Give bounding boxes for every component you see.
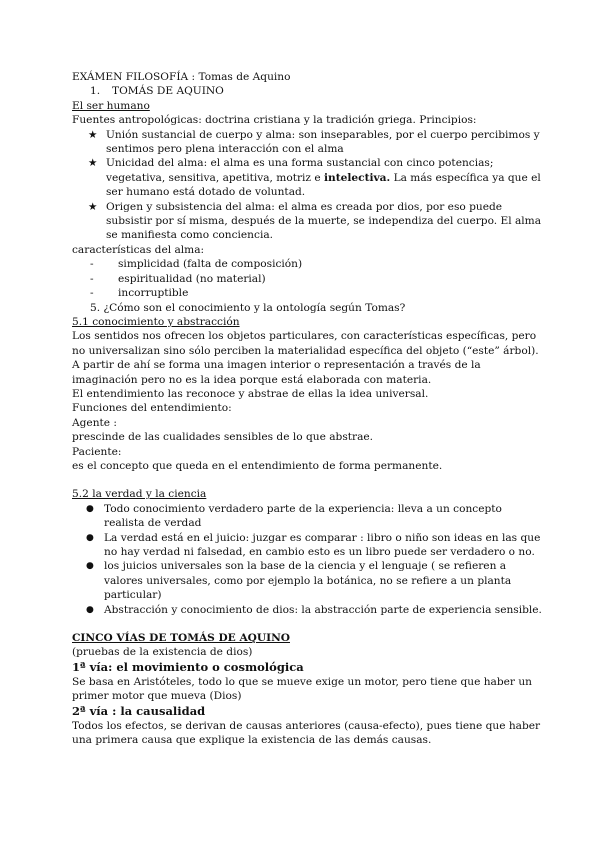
subheading-5-1: 5.1 conocimiento y abstracción <box>72 315 240 328</box>
caract-heading: características del alma: <box>72 243 205 256</box>
star-bullet-icon: ★ <box>88 128 98 141</box>
subheading-ser-humano: El ser humano <box>72 99 150 112</box>
intro-text: Fuentes antropológicas: doctrina cristiana y la tradición griega. Principios: <box>72 114 477 127</box>
list-item-text: Origen y subsistencia del alma: el alma es creada por dios, por eso puede subsistir por sí misma, después de la muerte, se independiza del cuerpo. El alma se manifiesta como conciencia. <box>106 200 542 242</box>
funciones-heading: Funciones del entendimiento: <box>72 402 232 415</box>
question-5: 5. ¿Cómo son el conocimiento y la ontología según Tomas? <box>90 301 406 314</box>
paragraph: A partir de ahí se forma una imagen interior o representación a través de la imaginación pero no es la idea porque está elaborada con materia. <box>72 359 481 386</box>
paragraph: Los sentidos nos ofrecen los objetos particulares, con características específicas, pero no universalizan sino sólo perciben la materialidad específica del objeto (“este” árbol). <box>72 330 539 357</box>
list-item: ● Todo conocimiento verdadero parte de la experiencia: lleva a un concepto realista de verdad <box>86 502 502 530</box>
list-item: ● Abstracción y conocimiento de dios: la abstracción parte de experiencia sensible. <box>86 603 542 616</box>
list-item-text: Unión sustancial de cuerpo y alma: son inseparables, por el cuerpo percibimos y sentimos pero plena interacción con el alma <box>106 128 540 156</box>
list-item <box>72 200 542 243</box>
list-item: ● los juicios universales son la base de la ciencia y el lenguaje ( se refieren a valores universales, como por ejemplo la botánica, no se refiere a un planta particular) <box>86 560 512 602</box>
section-title: TOMÁS DE AQUINO <box>112 85 224 98</box>
section-number: 1. <box>90 85 101 98</box>
dash-bullet-icon: - <box>90 258 94 271</box>
via-2-title: 2ª vía : la causalidad <box>72 703 206 718</box>
section-heading-1 <box>72 84 542 98</box>
dot-bullet-icon: ● <box>86 561 94 572</box>
doc-title: EXÁMEN FILOSOFÍA : Tomas de Aquino <box>72 71 291 83</box>
list-item: - espiritualidad (no material) <box>90 272 266 285</box>
list-item: - simplicidad (falta de composición) <box>90 258 303 271</box>
via-1-text: Se basa en Aristóteles, todo lo que se mueve exige un motor, pero tiene que haber un primer motor que mueva (Dios) <box>72 675 532 703</box>
subheading-5-2: 5.2 la verdad y la ciencia <box>72 488 207 501</box>
dash-bullet-icon: - <box>90 287 94 300</box>
via-2-text: Todos los efectos, se derivan de causas anteriores (causa-efecto), pues tiene que haber una primera causa que explique la existencia de las demás causas. <box>72 719 541 747</box>
list-item <box>72 156 542 199</box>
list-item: ● La verdad está en el juicio: juzgar es comparar : libro o niño son ideas en las que no hay verdad ni falsedad, en cambio esto es un libro puede ser verdadero o no. <box>86 531 541 558</box>
paciente-label: Paciente: <box>72 445 122 458</box>
cinco-vias-heading: CINCO VÍAS DE TOMÁS DE AQUINO <box>72 632 290 645</box>
dot-bullet-icon: ● <box>86 503 94 514</box>
dash-bullet-icon: - <box>90 272 94 285</box>
list-item <box>72 128 542 157</box>
agente-desc: prescinde de las cualidades sensibles de lo que abstrae. <box>72 431 374 444</box>
dot-bullet-icon: ● <box>86 604 94 615</box>
list-item: - incorruptible <box>90 287 189 300</box>
dot-bullet-icon: ● <box>86 532 94 543</box>
paragraph: El entendimiento las reconoce y abstrae de ellas la idea universal. <box>72 387 429 400</box>
via-1-title: 1ª vía: el movimiento o cosmológica <box>72 659 304 674</box>
list-item-text: Unicidad del alma: el alma es una forma sustancial con cinco potencias; vegetativa, sensitiva, apetitiva, motriz e intelectiva. La más específica ya que el ser humano está dotado de voluntad. <box>106 157 541 199</box>
paciente-desc: es el concepto que queda en el entendimiento de forma permanente. <box>72 459 443 472</box>
star-bullet-icon: ★ <box>88 157 98 170</box>
document-page <box>72 70 542 747</box>
cinco-vias-sub: (pruebas de la existencia de dios) <box>72 646 253 659</box>
star-bullet-icon: ★ <box>88 200 98 213</box>
agente-label: Agente : <box>72 416 117 429</box>
